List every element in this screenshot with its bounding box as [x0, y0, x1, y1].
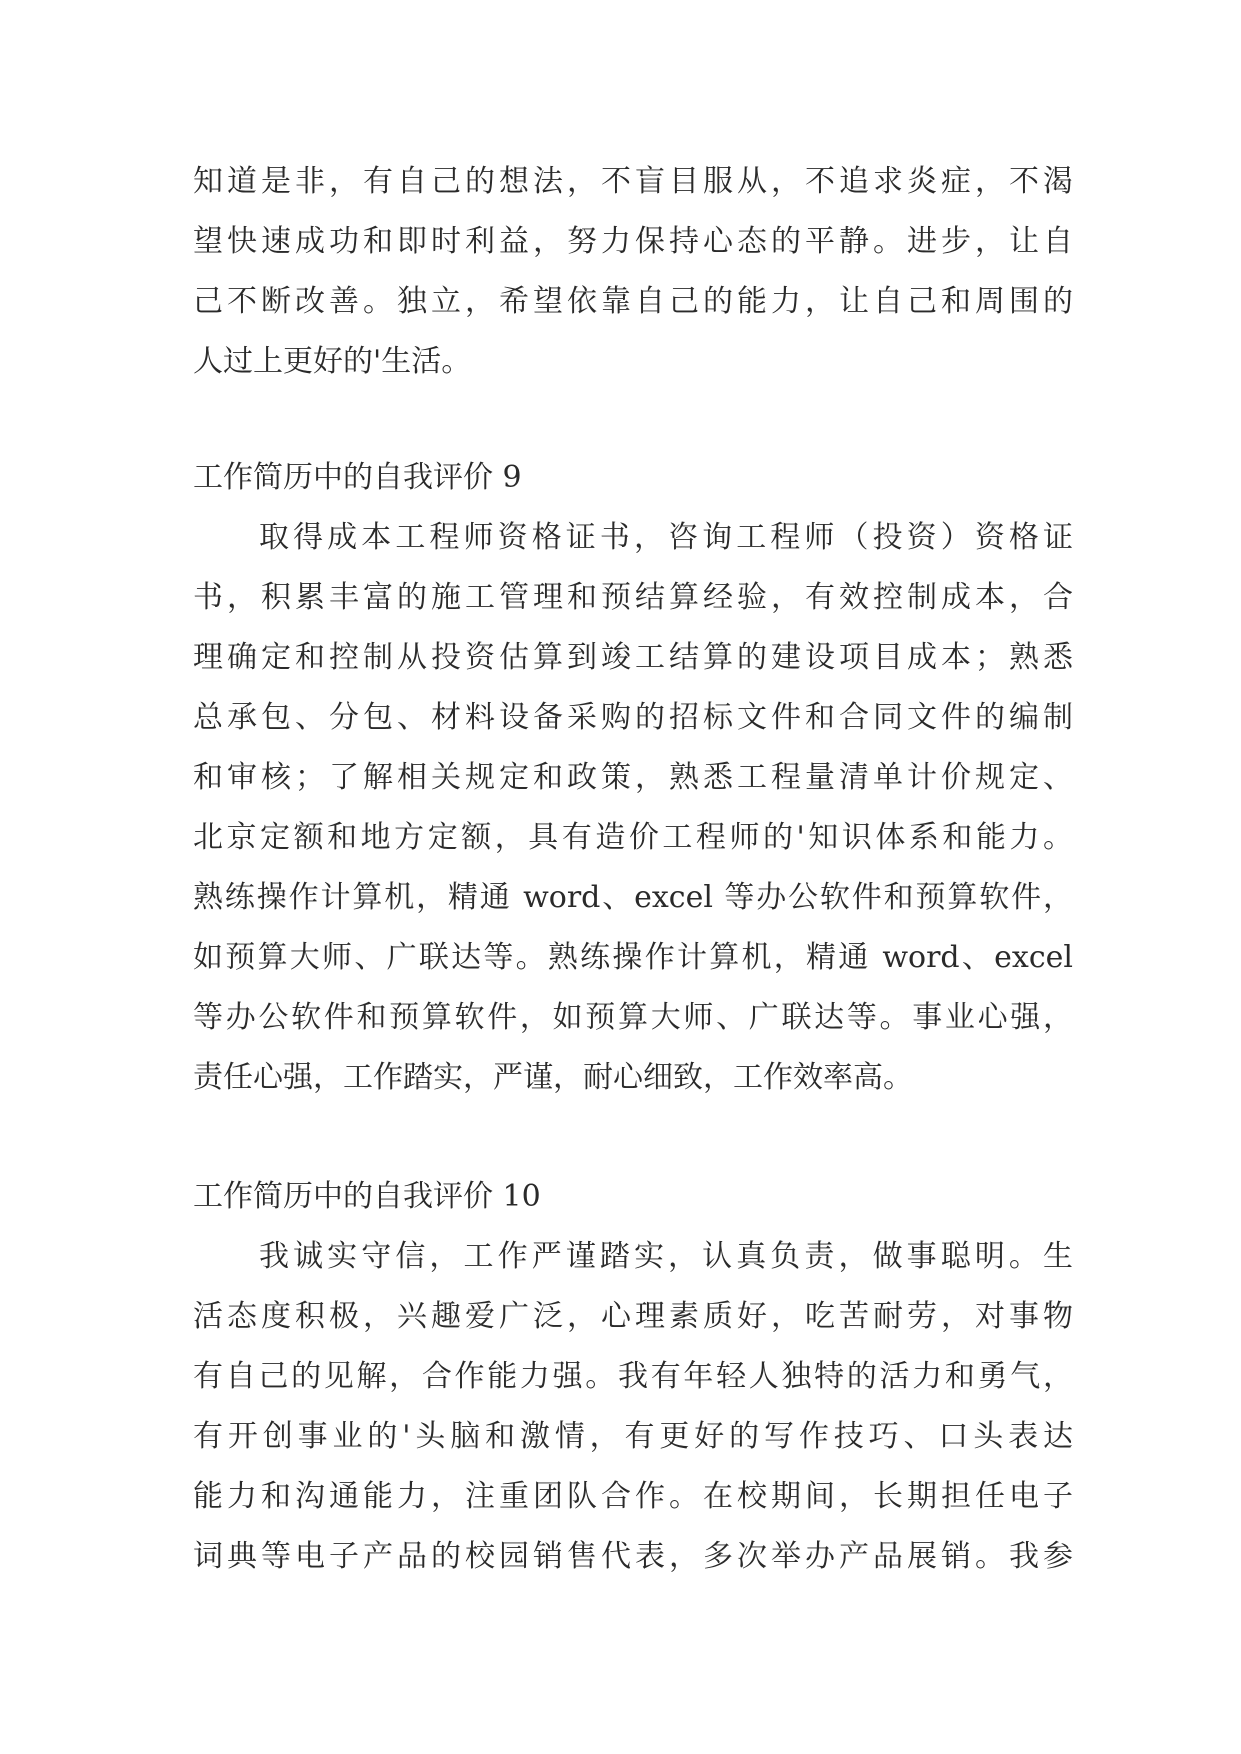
- intro-line-1: 知道是非，有自己的想法，不盲目服从，不追求炎症，不渴: [193, 164, 1073, 199]
- section-9-line-1: 取得成本工程师资格证书，咨询工程师（投资）资格证: [259, 520, 1073, 555]
- section-9-line-4: 总承包、分包、材料设备采购的招标文件和合同文件的编制: [193, 700, 1073, 735]
- section-10-line-3: 有自己的见解，合作能力强。我有年轻人独特的活力和勇气，: [193, 1359, 1073, 1394]
- section-9-line-8: 如预算大师、广联达等。熟练操作计算机，精通 word、excel: [193, 940, 1073, 975]
- section-10-line-6: 词典等电子产品的校园销售代表，多次举办产品展销。我参: [193, 1539, 1073, 1574]
- intro-line-3: 己不断改善。独立，希望依靠自己的能力，让自己和周围的: [193, 284, 1073, 319]
- section-9: [193, 448, 1073, 1108]
- section-10-line-4: 有开创事业的'头脑和激情，有更好的写作技巧、口头表达: [193, 1419, 1073, 1454]
- section-10-line-2: 活态度积极，兴趣爱广泛，心理素质好，吃苦耐劳，对事物: [193, 1299, 1073, 1334]
- intro-paragraph: [193, 152, 1073, 392]
- intro-line-4: 人过上更好的'生活。: [193, 344, 472, 379]
- section-9-line-2: 书，积累丰富的施工管理和预结算经验，有效控制成本，合: [193, 580, 1073, 615]
- section-9-line-3: 理确定和控制从投资估算到竣工结算的建设项目成本；熟悉: [193, 640, 1073, 675]
- intro-line-2: 望快速成功和即时利益，努力保持心态的平静。进步，让自: [193, 224, 1073, 259]
- section-9-line-10: 责任心强，工作踏实，严谨，耐心细致，工作效率高。: [193, 1060, 913, 1095]
- section-9-line-7: 熟练操作计算机，精通 word、excel 等办公软件和预算软件，: [193, 880, 1073, 915]
- section-9-heading: 工作简历中的自我评价 9: [193, 460, 522, 495]
- section-9-line-6: 北京定额和地方定额，具有造价工程师的'知识体系和能力。: [193, 820, 1073, 855]
- section-10-heading: 工作简历中的自我评价 10: [193, 1179, 541, 1214]
- section-9-line-5: 和审核；了解相关规定和政策，熟悉工程量清单计价规定、: [193, 760, 1073, 795]
- section-10: [193, 1167, 1073, 1587]
- section-9-line-9: 等办公软件和预算软件，如预算大师、广联达等。事业心强，: [193, 1000, 1073, 1035]
- section-10-line-5: 能力和沟通能力，注重团队合作。在校期间，长期担任电子: [193, 1479, 1073, 1514]
- section-10-line-1: 我诚实守信，工作严谨踏实，认真负责，做事聪明。生: [259, 1239, 1073, 1274]
